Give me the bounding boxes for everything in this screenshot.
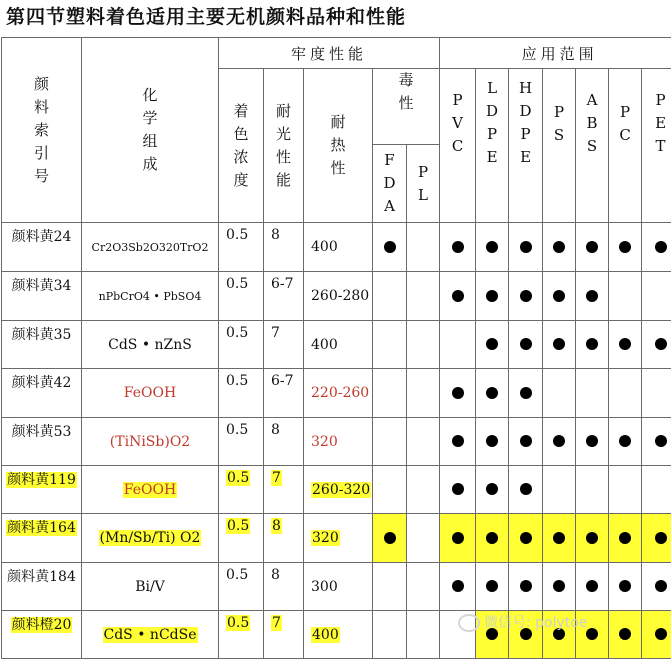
fda-cell	[373, 563, 407, 611]
heat-resistance-cell-text: 260-320	[312, 481, 371, 498]
filled-dot-icon	[655, 580, 667, 592]
pl-cell	[407, 418, 440, 466]
application-cell-abs	[576, 369, 609, 418]
pigment-index-cell: 颜料黄53	[2, 418, 82, 466]
filled-dot-icon	[452, 532, 464, 544]
application-cell-pet	[642, 466, 671, 514]
filled-dot-icon	[486, 435, 498, 447]
filled-dot-icon	[619, 580, 631, 592]
header-fda: FDA	[373, 145, 407, 223]
application-cell-pet	[642, 321, 671, 369]
tint-strength-cell-text: 0.5	[227, 615, 250, 631]
heat-resistance-cell: 400	[304, 321, 373, 369]
pigment-index-cell-text: 颜料黄119	[7, 472, 76, 488]
application-cell-pvc	[440, 418, 476, 466]
heat-resistance-cell: 300	[304, 563, 373, 611]
filled-dot-icon	[655, 338, 667, 350]
heat-resistance-cell-text: 400	[312, 626, 339, 643]
header-chemical-composition: 化学组成	[82, 38, 219, 223]
application-cell-abs	[576, 466, 609, 514]
pl-cell	[407, 223, 440, 272]
filled-dot-icon	[586, 290, 598, 302]
application-cell-ps	[543, 223, 576, 272]
table-row	[2, 321, 671, 369]
application-cell-pc	[609, 272, 642, 321]
tint-strength-cell: 0.5	[219, 272, 264, 321]
application-cell-abs	[576, 272, 609, 321]
filled-dot-icon	[452, 241, 464, 253]
tint-strength-cell: 0.5	[219, 321, 264, 369]
application-cell-hdpe	[509, 369, 543, 418]
header-app-hdpe: HDPE	[509, 69, 543, 223]
watermark	[458, 612, 587, 632]
application-cell-hdpe	[509, 223, 543, 272]
application-cell-hdpe	[509, 321, 543, 369]
tint-strength-cell: 0.5	[219, 223, 264, 272]
chemical-composition-cell: nPbCrO4 • PbSO4	[82, 272, 219, 321]
application-cell-pet	[642, 611, 671, 659]
filled-dot-icon	[586, 532, 598, 544]
fda-cell	[373, 369, 407, 418]
tint-strength-cell: 0.5	[219, 369, 264, 418]
filled-dot-icon	[619, 532, 631, 544]
pl-cell	[407, 272, 440, 321]
pigment-index-cell: 颜料黄42	[2, 369, 82, 418]
tint-strength-cell: 0.5	[219, 563, 264, 611]
filled-dot-icon	[586, 338, 598, 350]
fda-cell	[373, 611, 407, 659]
light-fastness-cell: 8	[264, 563, 304, 611]
wechat-icon	[458, 614, 480, 632]
light-fastness-cell: 8	[264, 223, 304, 272]
tint-strength-cell	[219, 611, 264, 659]
filled-dot-icon	[520, 290, 532, 302]
filled-dot-icon	[520, 435, 532, 447]
application-cell-ps	[543, 514, 576, 563]
fda-cell	[373, 272, 407, 321]
filled-dot-icon	[586, 628, 598, 640]
table-row	[2, 466, 671, 514]
header-app-ldpe: LDPE	[476, 69, 509, 223]
filled-dot-icon	[486, 338, 498, 350]
application-cell-ps	[543, 466, 576, 514]
pigment-index-cell	[2, 514, 82, 563]
application-cell-ps	[543, 272, 576, 321]
table-row	[2, 563, 671, 611]
filled-dot-icon	[486, 241, 498, 253]
header-app-ps: PS	[543, 69, 576, 223]
filled-dot-icon	[520, 483, 532, 495]
fda-cell	[373, 514, 407, 563]
pigment-index-cell: 颜料黄24	[2, 223, 82, 272]
filled-dot-icon	[553, 241, 565, 253]
application-cell-pet	[642, 514, 671, 563]
application-cell-pc	[609, 514, 642, 563]
application-cell-abs	[576, 514, 609, 563]
filled-dot-icon	[619, 435, 631, 447]
application-cell-hdpe	[509, 418, 543, 466]
table-body	[2, 223, 671, 659]
filled-dot-icon	[655, 628, 667, 640]
application-cell-hdpe	[509, 514, 543, 563]
filled-dot-icon	[553, 338, 565, 350]
application-cell-pc	[609, 369, 642, 418]
heat-resistance-cell: 220-260	[304, 369, 373, 418]
application-cell-pc	[609, 321, 642, 369]
chemical-composition-cell-text: FeOOH	[123, 481, 177, 498]
table-row	[2, 223, 671, 272]
filled-dot-icon	[553, 435, 565, 447]
filled-dot-icon	[384, 241, 396, 253]
application-cell-ldpe	[476, 272, 509, 321]
application-cell-ldpe	[476, 514, 509, 563]
tint-strength-cell	[219, 466, 264, 514]
filled-dot-icon	[486, 483, 498, 495]
heat-resistance-cell: 260-280	[304, 272, 373, 321]
application-cell-pc	[609, 223, 642, 272]
application-cell-pvc	[440, 223, 476, 272]
light-fastness-cell	[264, 514, 304, 563]
filled-dot-icon	[553, 580, 565, 592]
application-cell-pc	[609, 418, 642, 466]
application-cell-pc	[609, 611, 642, 659]
application-cell-hdpe	[509, 466, 543, 514]
filled-dot-icon	[486, 532, 498, 544]
application-cell-pet	[642, 272, 671, 321]
application-cell-pc	[609, 563, 642, 611]
light-fastness-cell	[264, 466, 304, 514]
filled-dot-icon	[619, 338, 631, 350]
filled-dot-icon	[452, 290, 464, 302]
application-cell-ldpe	[476, 369, 509, 418]
header-toxicity: 毒性	[373, 69, 440, 145]
pigment-index-cell-text: 颜料橙20	[11, 617, 72, 633]
chemical-composition-cell: CdS • nZnS	[82, 321, 219, 369]
pigment-index-cell	[2, 466, 82, 514]
application-cell-abs	[576, 563, 609, 611]
application-cell-ldpe	[476, 418, 509, 466]
pl-cell	[407, 466, 440, 514]
pigment-index-cell: 颜料黄34	[2, 272, 82, 321]
header-fastness-group: 牢度性能	[219, 38, 440, 69]
filled-dot-icon	[452, 580, 464, 592]
light-fastness-cell: 8	[264, 418, 304, 466]
light-fastness-cell: 7	[264, 321, 304, 369]
pigment-table	[1, 37, 671, 659]
table-row	[2, 272, 671, 321]
tint-strength-cell-text: 0.5	[227, 470, 250, 486]
application-cell-ldpe	[476, 223, 509, 272]
chemical-composition-cell-text: CdS • nCdSe	[103, 626, 197, 643]
header-pl: PL	[407, 145, 440, 223]
fda-cell	[373, 321, 407, 369]
filled-dot-icon	[553, 532, 565, 544]
heat-resistance-cell	[304, 466, 373, 514]
pl-cell	[407, 514, 440, 563]
chemical-composition-cell: Bi/V	[82, 563, 219, 611]
pl-cell	[407, 321, 440, 369]
application-cell-abs	[576, 321, 609, 369]
watermark-text: 微信号: polytoe	[484, 615, 588, 631]
fda-cell	[373, 466, 407, 514]
application-cell-pet	[642, 563, 671, 611]
filled-dot-icon	[520, 580, 532, 592]
heat-resistance-cell	[304, 611, 373, 659]
table-row	[2, 369, 671, 418]
heat-resistance-cell: 320	[304, 418, 373, 466]
light-fastness-cell-text: 8	[272, 518, 281, 534]
light-fastness-cell-text: 7	[272, 470, 281, 486]
pl-cell	[407, 369, 440, 418]
tint-strength-cell: 0.5	[219, 418, 264, 466]
filled-dot-icon	[486, 290, 498, 302]
application-cell-pvc	[440, 321, 476, 369]
application-cell-pet	[642, 223, 671, 272]
application-cell-ps	[543, 418, 576, 466]
heat-resistance-cell	[304, 514, 373, 563]
header-light-fastness: 耐光性能	[264, 69, 304, 223]
application-cell-ps	[543, 321, 576, 369]
filled-dot-icon	[619, 628, 631, 640]
heat-resistance-cell-text: 320	[312, 530, 339, 546]
page-title: 第四节塑料着色适用主要无机颜料品种和性能	[6, 6, 407, 28]
filled-dot-icon	[520, 338, 532, 350]
header-app-abs: ABS	[576, 69, 609, 223]
light-fastness-cell: 6-7	[264, 272, 304, 321]
header-heat-resistance: 耐热性	[304, 69, 373, 223]
application-cell-ps	[543, 369, 576, 418]
header-app-pc: PC	[609, 69, 642, 223]
application-cell-pvc	[440, 514, 476, 563]
header-app-pet: PET	[642, 69, 671, 223]
application-cell-abs	[576, 418, 609, 466]
application-cell-pvc	[440, 369, 476, 418]
application-cell-pet	[642, 418, 671, 466]
pigment-index-cell	[2, 611, 82, 659]
chemical-composition-cell	[82, 466, 219, 514]
tint-strength-cell	[219, 514, 264, 563]
chemical-composition-cell: FeOOH	[82, 369, 219, 418]
filled-dot-icon	[486, 387, 498, 399]
filled-dot-icon	[586, 580, 598, 592]
filled-dot-icon	[520, 241, 532, 253]
pigment-index-cell: 颜料黄35	[2, 321, 82, 369]
pigment-index-cell-text: 颜料黄164	[7, 520, 76, 536]
filled-dot-icon	[586, 241, 598, 253]
header-application-group: 应用范围	[440, 38, 671, 69]
filled-dot-icon	[520, 532, 532, 544]
filled-dot-icon	[452, 435, 464, 447]
fda-cell	[373, 223, 407, 272]
header-pigment-index: 颜料索引号	[2, 38, 82, 223]
pigment-index-cell: 颜料黄184	[2, 563, 82, 611]
header-app-pvc: PVC	[440, 69, 476, 223]
light-fastness-cell: 6-7	[264, 369, 304, 418]
pl-cell	[407, 563, 440, 611]
light-fastness-cell	[264, 611, 304, 659]
fda-cell	[373, 418, 407, 466]
filled-dot-icon	[486, 580, 498, 592]
chemical-composition-cell	[82, 514, 219, 563]
application-cell-abs	[576, 223, 609, 272]
filled-dot-icon	[452, 387, 464, 399]
filled-dot-icon	[384, 532, 396, 544]
table-header	[2, 38, 671, 223]
filled-dot-icon	[619, 241, 631, 253]
table-row	[2, 418, 671, 466]
chemical-composition-cell: Cr2O3Sb2O320TrO2	[82, 223, 219, 272]
pl-cell	[407, 611, 440, 659]
light-fastness-cell-text: 7	[272, 615, 281, 631]
application-cell-ldpe	[476, 466, 509, 514]
filled-dot-icon	[452, 483, 464, 495]
filled-dot-icon	[553, 290, 565, 302]
application-cell-pet	[642, 369, 671, 418]
application-cell-ldpe	[476, 563, 509, 611]
filled-dot-icon	[586, 435, 598, 447]
chemical-composition-cell	[82, 611, 219, 659]
chemical-composition-cell-text: (Mn/Sb/Ti) O2	[99, 530, 201, 546]
application-cell-hdpe	[509, 272, 543, 321]
application-cell-pvc	[440, 466, 476, 514]
heat-resistance-cell: 400	[304, 223, 373, 272]
application-cell-ps	[543, 563, 576, 611]
filled-dot-icon	[655, 241, 667, 253]
header-tint-strength: 着色浓度	[219, 69, 264, 223]
application-cell-pc	[609, 466, 642, 514]
chemical-composition-cell: (TiNiSb)O2	[82, 418, 219, 466]
application-cell-pvc	[440, 272, 476, 321]
filled-dot-icon	[655, 532, 667, 544]
application-cell-ldpe	[476, 321, 509, 369]
application-cell-pvc	[440, 563, 476, 611]
filled-dot-icon	[655, 435, 667, 447]
tint-strength-cell-text: 0.5	[227, 518, 250, 534]
application-cell-hdpe	[509, 563, 543, 611]
table-row	[2, 514, 671, 563]
filled-dot-icon	[520, 387, 532, 399]
